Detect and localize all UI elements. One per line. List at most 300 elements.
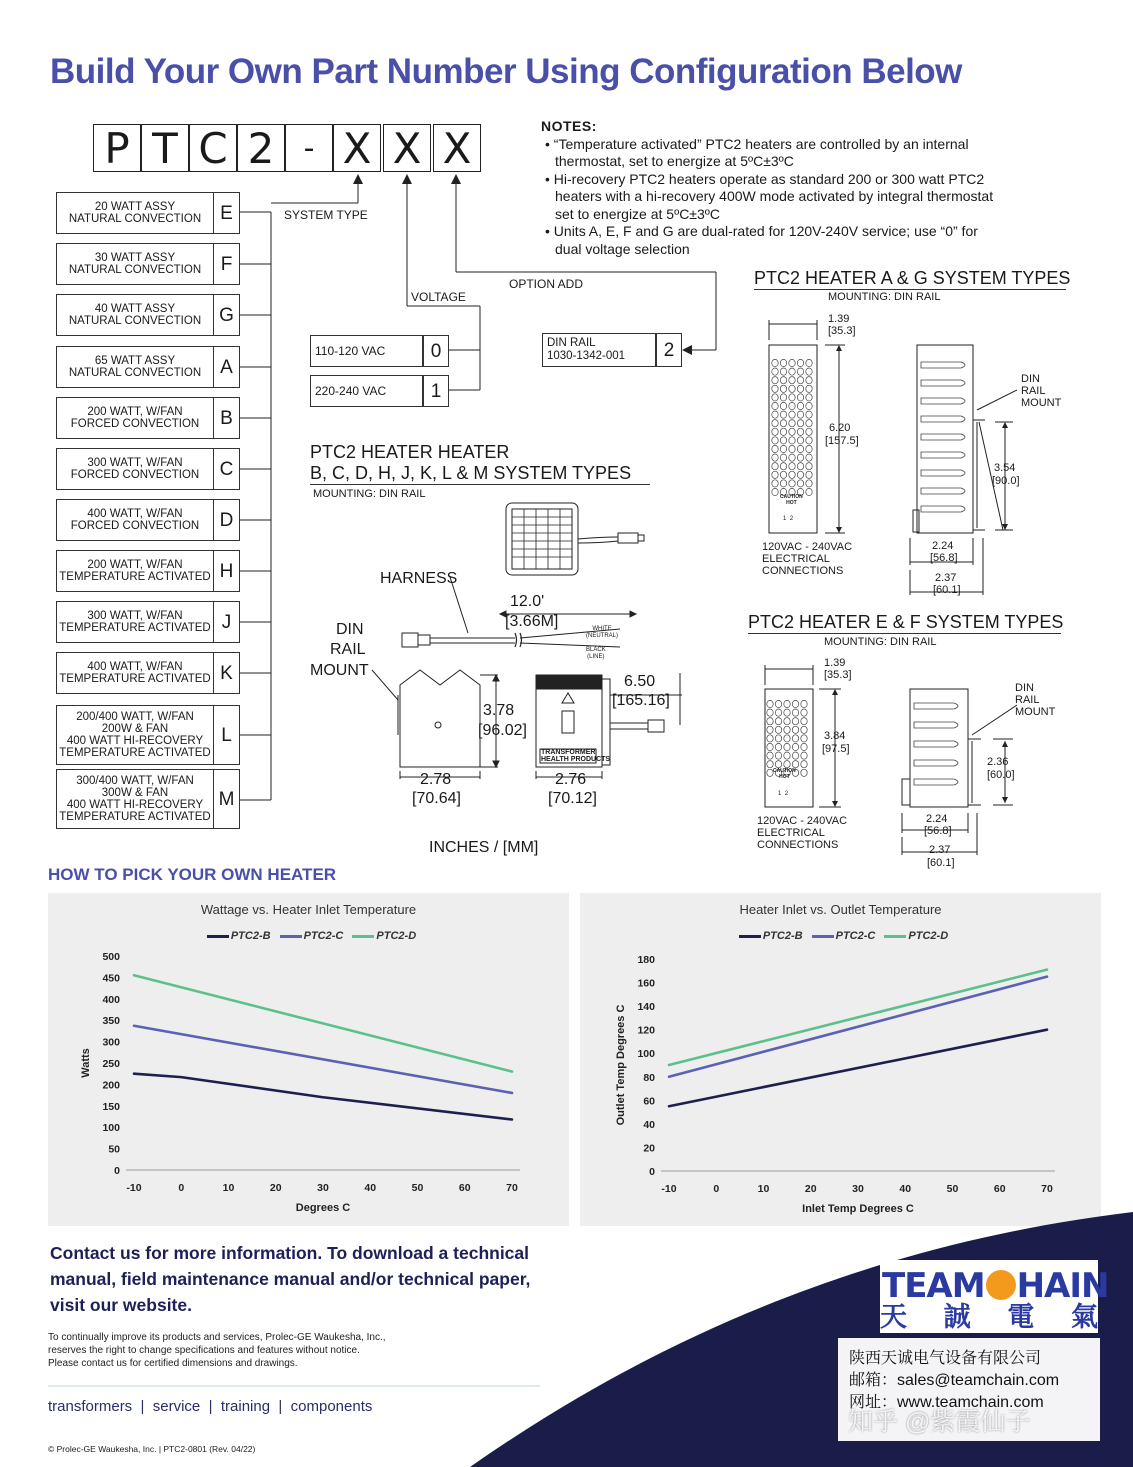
- system-type-line: 200 WATT, W/FAN: [87, 406, 183, 418]
- x-tick-label: 10: [757, 1183, 770, 1195]
- disclaimer: [48, 1331, 468, 1370]
- vent-hole: [797, 454, 803, 461]
- vent-hole: [789, 445, 795, 452]
- x-tick-label: 20: [269, 1182, 282, 1194]
- ag-rail-h: 3.54: [994, 462, 1016, 474]
- link-training[interactable]: training: [220, 1398, 271, 1415]
- vent-hole: [775, 761, 781, 768]
- system-type-code: J: [214, 601, 240, 643]
- ef-elec-3: CONNECTIONS: [757, 839, 839, 851]
- note-3: • Units A, E, F and G are dual-rated for 120V-240V service; use “0” for dual voltage selection: [545, 223, 978, 257]
- system-type-line: 30 WATT ASSY: [94, 252, 176, 264]
- vent-hole: [780, 359, 786, 366]
- vent-hole: [792, 752, 798, 759]
- heat-fin: [921, 416, 965, 422]
- x-tick-label: 50: [946, 1183, 959, 1195]
- link-transformers[interactable]: transformers: [48, 1398, 133, 1415]
- vent-hole: [792, 743, 798, 750]
- note-1: • “Temperature activated” PTC2 heaters are controlled by an internal thermostat, set to energize at 5ºC±3ºC: [545, 135, 969, 169]
- vent-hole: [806, 463, 812, 470]
- heat-fin: [921, 434, 965, 440]
- y-tick-label: 200: [102, 1079, 120, 1092]
- ag-din: [1021, 373, 1061, 409]
- vent-hole: [780, 428, 786, 435]
- x-tick-label: 10: [222, 1182, 235, 1194]
- vent-hole: [797, 437, 803, 444]
- ef-terms: [778, 788, 788, 800]
- line-text: (LINE): [587, 654, 605, 660]
- wire-black: [586, 647, 606, 661]
- vent-hole: [797, 445, 803, 452]
- system-type-line: NATURAL CONVECTION: [68, 315, 202, 327]
- ef-elec-2: ELECTRICAL: [757, 827, 825, 839]
- system-type-code: H: [214, 550, 240, 592]
- vent-hole: [775, 743, 781, 750]
- ag-din-3: MOUNT: [1021, 397, 1062, 409]
- link-service[interactable]: service: [152, 1398, 201, 1415]
- legend-label-b: PTC2-B: [230, 930, 271, 942]
- y-tick-label: 100: [637, 1048, 655, 1061]
- vent-hole: [797, 420, 803, 427]
- series-line-ptc2-c: [134, 1026, 512, 1093]
- heat-fin: [921, 380, 965, 386]
- vent-hole: [784, 735, 790, 742]
- bcd-depth: 6.50: [624, 673, 656, 690]
- ag-title: PTC2 HEATER A & G SYSTEM TYPES: [754, 268, 1071, 288]
- ef-elec: [757, 815, 847, 851]
- vent-hole: [797, 480, 803, 487]
- vent-hole: [767, 709, 773, 716]
- y-tick-label: 0: [114, 1165, 120, 1177]
- logo-hain: HAIN: [1016, 1266, 1109, 1306]
- system-type-line: TEMPERATURE ACTIVATED: [59, 673, 211, 685]
- system-type-code: C: [214, 448, 240, 490]
- card-website: 网址：www.teamchain.com: [849, 1394, 1044, 1411]
- system-type-code: G: [214, 294, 240, 336]
- logo-cn-3: 電: [1007, 1302, 1035, 1332]
- part-number-char: X: [383, 124, 431, 172]
- logo-cn-4: 氣: [1070, 1302, 1098, 1332]
- wire-white: [586, 626, 618, 640]
- vent-hole: [797, 411, 803, 418]
- vent-hole: [767, 752, 773, 759]
- heat-fin: [914, 741, 958, 747]
- vent-hole: [780, 385, 786, 392]
- harness-label: HARNESS: [380, 570, 458, 587]
- card-email: 邮箱：sales@teamchain.com: [849, 1372, 1060, 1389]
- vent-hole: [801, 761, 807, 768]
- part-number-char: T: [141, 124, 189, 172]
- x-tick-label: 70: [1041, 1183, 1053, 1195]
- vent-hole: [806, 437, 812, 444]
- heat-fin: [914, 703, 958, 709]
- vent-hole: [801, 709, 807, 716]
- system-type-row: [56, 550, 240, 592]
- ag-din-1: DIN: [1021, 373, 1040, 385]
- vent-hole: [772, 454, 778, 461]
- system-type-row: [56, 601, 240, 643]
- cable-length-mm: [3.66M]: [505, 613, 559, 630]
- chart-panel-wattage: [48, 893, 569, 1226]
- ef-rail-h-mm: [60.0]: [987, 769, 1015, 781]
- notes: [541, 118, 1001, 258]
- bcd-width2: 2.76: [555, 771, 587, 788]
- series-line-ptc2-b: [134, 1074, 512, 1120]
- heat-fin: [921, 398, 965, 404]
- ag-din-2: RAIL: [1021, 385, 1046, 397]
- vent-hole: [801, 752, 807, 759]
- system-type-label: SYSTEM TYPE: [284, 208, 368, 222]
- footer-links: transformers | service | training | components: [48, 1398, 373, 1415]
- vent-hole: [789, 463, 795, 470]
- x-tick-label: -10: [126, 1182, 142, 1194]
- y-tick-label: 150: [102, 1100, 120, 1113]
- vent-hole: [789, 411, 795, 418]
- ag-caution-2: HOT: [786, 500, 797, 506]
- ef-caution-1: CAUTION: [773, 768, 796, 774]
- vent-hole: [806, 377, 812, 384]
- vent-hole: [801, 726, 807, 733]
- logo-cn-2: 誠: [943, 1302, 971, 1332]
- system-type-description: [56, 769, 214, 829]
- heat-fin: [914, 760, 958, 766]
- heat-fin: [914, 722, 958, 728]
- y-tick-label: 100: [102, 1122, 120, 1135]
- logo-circle-icon: [986, 1270, 1016, 1300]
- vent-hole: [772, 359, 778, 366]
- vent-hole: [789, 359, 795, 366]
- ag-h-mm: [157.5]: [825, 435, 859, 447]
- bcd-height-mm: [96.02]: [478, 722, 527, 739]
- ag-terms: [783, 513, 793, 525]
- y-tick-label: 160: [637, 977, 655, 990]
- y-tick-label: 20: [643, 1142, 655, 1155]
- ef-d2: 2.37: [929, 844, 951, 856]
- vent-hole: [780, 402, 786, 409]
- vent-hole: [792, 761, 798, 768]
- vent-hole: [806, 411, 812, 418]
- system-type-description: [56, 705, 214, 765]
- vent-hole: [767, 700, 773, 707]
- white-text: WHITE: [592, 626, 612, 632]
- system-type-row: [56, 294, 240, 336]
- vent-hole: [806, 420, 812, 427]
- vent-hole: [780, 411, 786, 418]
- vent-hole: [792, 726, 798, 733]
- system-type-code: B: [214, 397, 240, 439]
- vent-hole: [775, 735, 781, 742]
- y-tick-label: 40: [643, 1118, 655, 1131]
- vent-hole: [792, 735, 798, 742]
- bcd-title-2: B, C, D, H, J, K, L & M SYSTEM TYPES: [310, 463, 650, 485]
- vent-hole: [789, 420, 795, 427]
- y-axis-label: Watts: [80, 1048, 92, 1078]
- part-number-char: 2: [237, 124, 285, 172]
- neutral-text: (NEUTRAL): [586, 633, 619, 639]
- system-type-description: [56, 294, 214, 336]
- y-tick-label: 450: [102, 972, 120, 985]
- part-number-char: P: [93, 124, 141, 172]
- system-type-line: TEMPERATURE ACTIVATED: [59, 811, 211, 823]
- vent-hole: [806, 368, 812, 375]
- vent-hole: [806, 488, 812, 495]
- vent-hole: [767, 743, 773, 750]
- system-type-line: 300 WATT, W/FAN: [87, 610, 183, 622]
- card-company: 陕西天诚电气设备有限公司: [849, 1350, 1042, 1367]
- vent-hole: [801, 743, 807, 750]
- vent-hole: [767, 718, 773, 725]
- vent-hole: [784, 700, 790, 707]
- cable-length: 12.0': [510, 593, 545, 610]
- system-type-line: 400 WATT, W/FAN: [87, 661, 183, 673]
- part-number-char: X: [333, 124, 381, 172]
- bcd-height: 3.78: [483, 702, 515, 719]
- vent-hole: [801, 700, 807, 707]
- system-type-code: E: [214, 192, 240, 234]
- system-type-line: TEMPERATURE ACTIVATED: [59, 747, 211, 759]
- x-tick-label: 20: [804, 1183, 817, 1195]
- vent-hole: [772, 420, 778, 427]
- brand-line2: HEALTH PRODUCTS: [541, 756, 611, 763]
- ef-elec-1: 120VAC - 240VAC: [757, 815, 848, 827]
- ef-caution-2: HOT: [779, 774, 790, 780]
- system-type-line: 300W & FAN: [101, 787, 169, 799]
- x-tick-label: 60: [458, 1182, 471, 1194]
- x-tick-label: -10: [661, 1183, 677, 1195]
- system-type-line: 400 WATT HI-RECOVERY: [66, 735, 204, 747]
- x-tick-label: 0: [713, 1183, 720, 1195]
- vent-hole: [797, 368, 803, 375]
- system-type-row: [56, 499, 240, 541]
- series-line-ptc2-d: [134, 975, 512, 1071]
- vent-hole: [772, 402, 778, 409]
- ef-rail-h: 2.36: [987, 756, 1009, 768]
- system-type-line: 40 WATT ASSY: [94, 303, 176, 315]
- system-type-description: [56, 346, 214, 388]
- vent-hole: [780, 437, 786, 444]
- vent-hole: [780, 454, 786, 461]
- vent-hole: [772, 445, 778, 452]
- din-word: DIN: [336, 621, 364, 638]
- ag-elec-2: ELECTRICAL: [762, 553, 830, 565]
- ag-d1: 2.24: [932, 540, 954, 552]
- system-type-code: A: [214, 346, 240, 388]
- option-code: 2: [656, 333, 682, 367]
- part-number-char: X: [433, 124, 481, 172]
- system-type-description: [56, 550, 214, 592]
- vent-hole: [792, 700, 798, 707]
- vent-hole: [772, 480, 778, 487]
- y-tick-label: 250: [102, 1058, 120, 1070]
- y-tick-label: 500: [102, 951, 120, 963]
- system-type-code: K: [214, 652, 240, 694]
- disclaimer-line-1: To continually improve its products and services, Prolec-GE Waukesha, Inc.,: [48, 1332, 386, 1343]
- logo-cn-1: 天: [880, 1302, 907, 1332]
- system-type-description: [56, 499, 214, 541]
- ef-din-3: MOUNT: [1015, 706, 1056, 718]
- option-add-label: OPTION ADD: [509, 277, 584, 291]
- x-tick-label: 50: [411, 1182, 424, 1194]
- system-type-line: 20 WATT ASSY: [94, 201, 176, 213]
- vent-hole: [797, 377, 803, 384]
- y-tick-label: 0: [649, 1166, 655, 1178]
- vent-hole: [789, 385, 795, 392]
- ef-w: 1.39: [824, 657, 846, 669]
- legend-label-c: PTC2-C: [303, 930, 344, 942]
- heat-fin: [921, 452, 965, 458]
- vent-hole: [767, 761, 773, 768]
- vent-hole: [789, 428, 795, 435]
- link-components[interactable]: components: [290, 1398, 373, 1415]
- vent-hole: [784, 743, 790, 750]
- y-axis-label: Outlet Temp Degrees C: [615, 1004, 627, 1126]
- black-text: BLACK: [586, 647, 606, 653]
- vent-hole: [780, 463, 786, 470]
- system-type-line: FORCED CONVECTION: [70, 418, 200, 430]
- ag-elec-3: CONNECTIONS: [762, 565, 844, 577]
- ag-elec-1: 120VAC - 240VAC: [762, 541, 853, 553]
- notes-header: NOTES:: [541, 118, 597, 134]
- y-tick-label: 140: [637, 1001, 655, 1014]
- vent-hole: [772, 368, 778, 375]
- vent-hole: [789, 402, 795, 409]
- system-type-row: [56, 448, 240, 490]
- option-din-rail: [542, 333, 656, 367]
- x-tick-label: 70: [506, 1182, 518, 1194]
- system-type-row: [56, 705, 240, 765]
- vent-hole: [806, 394, 812, 401]
- ag-w-mm: [35.3]: [828, 325, 856, 337]
- vent-hole: [789, 471, 795, 478]
- ef-h: 3.84: [824, 730, 846, 742]
- vent-hole: [767, 726, 773, 733]
- vent-hole: [806, 402, 812, 409]
- ef-title: PTC2 HEATER E & F SYSTEM TYPES: [748, 612, 1064, 632]
- brand-label: [541, 749, 610, 763]
- system-type-description: [56, 601, 214, 643]
- vent-hole: [780, 480, 786, 487]
- part-number-char: C: [189, 124, 237, 172]
- series-line-ptc2-c: [669, 977, 1047, 1077]
- vent-hole: [784, 752, 790, 759]
- y-tick-label: 120: [637, 1024, 655, 1037]
- system-type-line: TEMPERATURE ACTIVATED: [59, 571, 211, 583]
- vent-hole: [772, 411, 778, 418]
- system-type-row: [56, 652, 240, 694]
- bcd-width1: 2.78: [420, 771, 452, 788]
- logo-team: TEAM: [882, 1266, 985, 1306]
- voltage-110-label: 110-120 VAC: [310, 335, 423, 367]
- units-label: INCHES / [MM]: [429, 839, 539, 856]
- ag-d2: 2.37: [935, 572, 957, 584]
- ag-rail-h-mm: [90.0]: [992, 475, 1020, 487]
- system-type-description: [56, 448, 214, 490]
- x-tick-label: 40: [899, 1183, 912, 1195]
- vent-hole: [780, 420, 786, 427]
- vent-hole: [797, 359, 803, 366]
- ag-w: 1.39: [828, 313, 850, 325]
- disclaimer-line-3: Please contact us for certified dimensions and drawings.: [48, 1358, 298, 1369]
- vent-hole: [772, 437, 778, 444]
- page-title: Build Your Own Part Number Using Configuration Below: [50, 52, 962, 91]
- legend2-label-d: PTC2-D: [908, 930, 949, 942]
- vent-hole: [806, 471, 812, 478]
- series-line-ptc2-b: [669, 1030, 1047, 1107]
- system-type-row: [56, 397, 240, 439]
- copyright: © Prolec-GE Waukesha, Inc. | PTC2-0801 (Rev. 04/22): [48, 1444, 256, 1454]
- system-type-row: [56, 346, 240, 388]
- chart-title-wattage: Wattage vs. Heater Inlet Temperature: [200, 902, 417, 917]
- voltage-110-code: 0: [423, 335, 449, 367]
- system-type-line: 400 WATT, W/FAN: [87, 508, 183, 520]
- vent-hole: [780, 445, 786, 452]
- vent-hole: [801, 769, 807, 776]
- voltage-220-code: 1: [423, 375, 449, 407]
- system-type-line: NATURAL CONVECTION: [68, 213, 202, 225]
- chart-wattage: [48, 893, 569, 1226]
- system-type-description: [56, 652, 214, 694]
- vent-hole: [789, 394, 795, 401]
- heat-fin: [921, 362, 965, 368]
- system-type-line: TEMPERATURE ACTIVATED: [59, 622, 211, 634]
- x-tick-label: 60: [993, 1183, 1006, 1195]
- vent-hole: [775, 752, 781, 759]
- vent-hole: [806, 445, 812, 452]
- ef-d1: 2.24: [926, 813, 948, 825]
- mount-word: MOUNT: [310, 662, 369, 679]
- vent-hole: [784, 709, 790, 716]
- ef-d1-mm: [56.8]: [924, 825, 952, 837]
- brand-line1: TRANSFORMER: [541, 749, 596, 756]
- vent-hole: [772, 394, 778, 401]
- vent-hole: [775, 700, 781, 707]
- vent-hole: [780, 377, 786, 384]
- vent-hole: [772, 463, 778, 470]
- vent-hole: [806, 480, 812, 487]
- ag-term-2: 2: [789, 516, 794, 522]
- vent-hole: [806, 385, 812, 392]
- system-type-line: 200 WATT, W/FAN: [87, 559, 183, 571]
- option-line1: DIN RAIL: [547, 337, 596, 349]
- vent-hole: [797, 471, 803, 478]
- vent-hole: [775, 726, 781, 733]
- y-tick-label: 300: [102, 1036, 120, 1049]
- y-tick-label: 350: [102, 1015, 120, 1028]
- ef-din: [1015, 682, 1055, 718]
- bcd-depth-mm: [165.16]: [612, 692, 670, 709]
- system-type-line: 65 WATT ASSY: [94, 355, 176, 367]
- system-type-line: FORCED CONVECTION: [70, 469, 200, 481]
- ef-caution: [773, 768, 796, 780]
- vent-hole: [767, 735, 773, 742]
- vent-hole: [797, 394, 803, 401]
- chart-panel-outlet: [580, 893, 1101, 1226]
- system-type-line: 300 WATT, W/FAN: [87, 457, 183, 469]
- vent-hole: [784, 761, 790, 768]
- ef-h-mm: [97.5]: [822, 743, 850, 755]
- system-type-line: 200/400 WATT, W/FAN: [76, 711, 194, 723]
- part-number-char: -: [285, 124, 333, 172]
- y-tick-label: 80: [643, 1071, 655, 1084]
- system-type-code: L: [214, 705, 240, 765]
- ef-din-1: DIN: [1015, 682, 1034, 694]
- series-line-ptc2-d: [669, 970, 1047, 1065]
- vent-hole: [772, 488, 778, 495]
- vent-hole: [772, 471, 778, 478]
- watermark: 知乎 @紫霞仙子: [848, 1408, 1031, 1436]
- ag-term-1: 1: [783, 516, 787, 522]
- vent-hole: [775, 718, 781, 725]
